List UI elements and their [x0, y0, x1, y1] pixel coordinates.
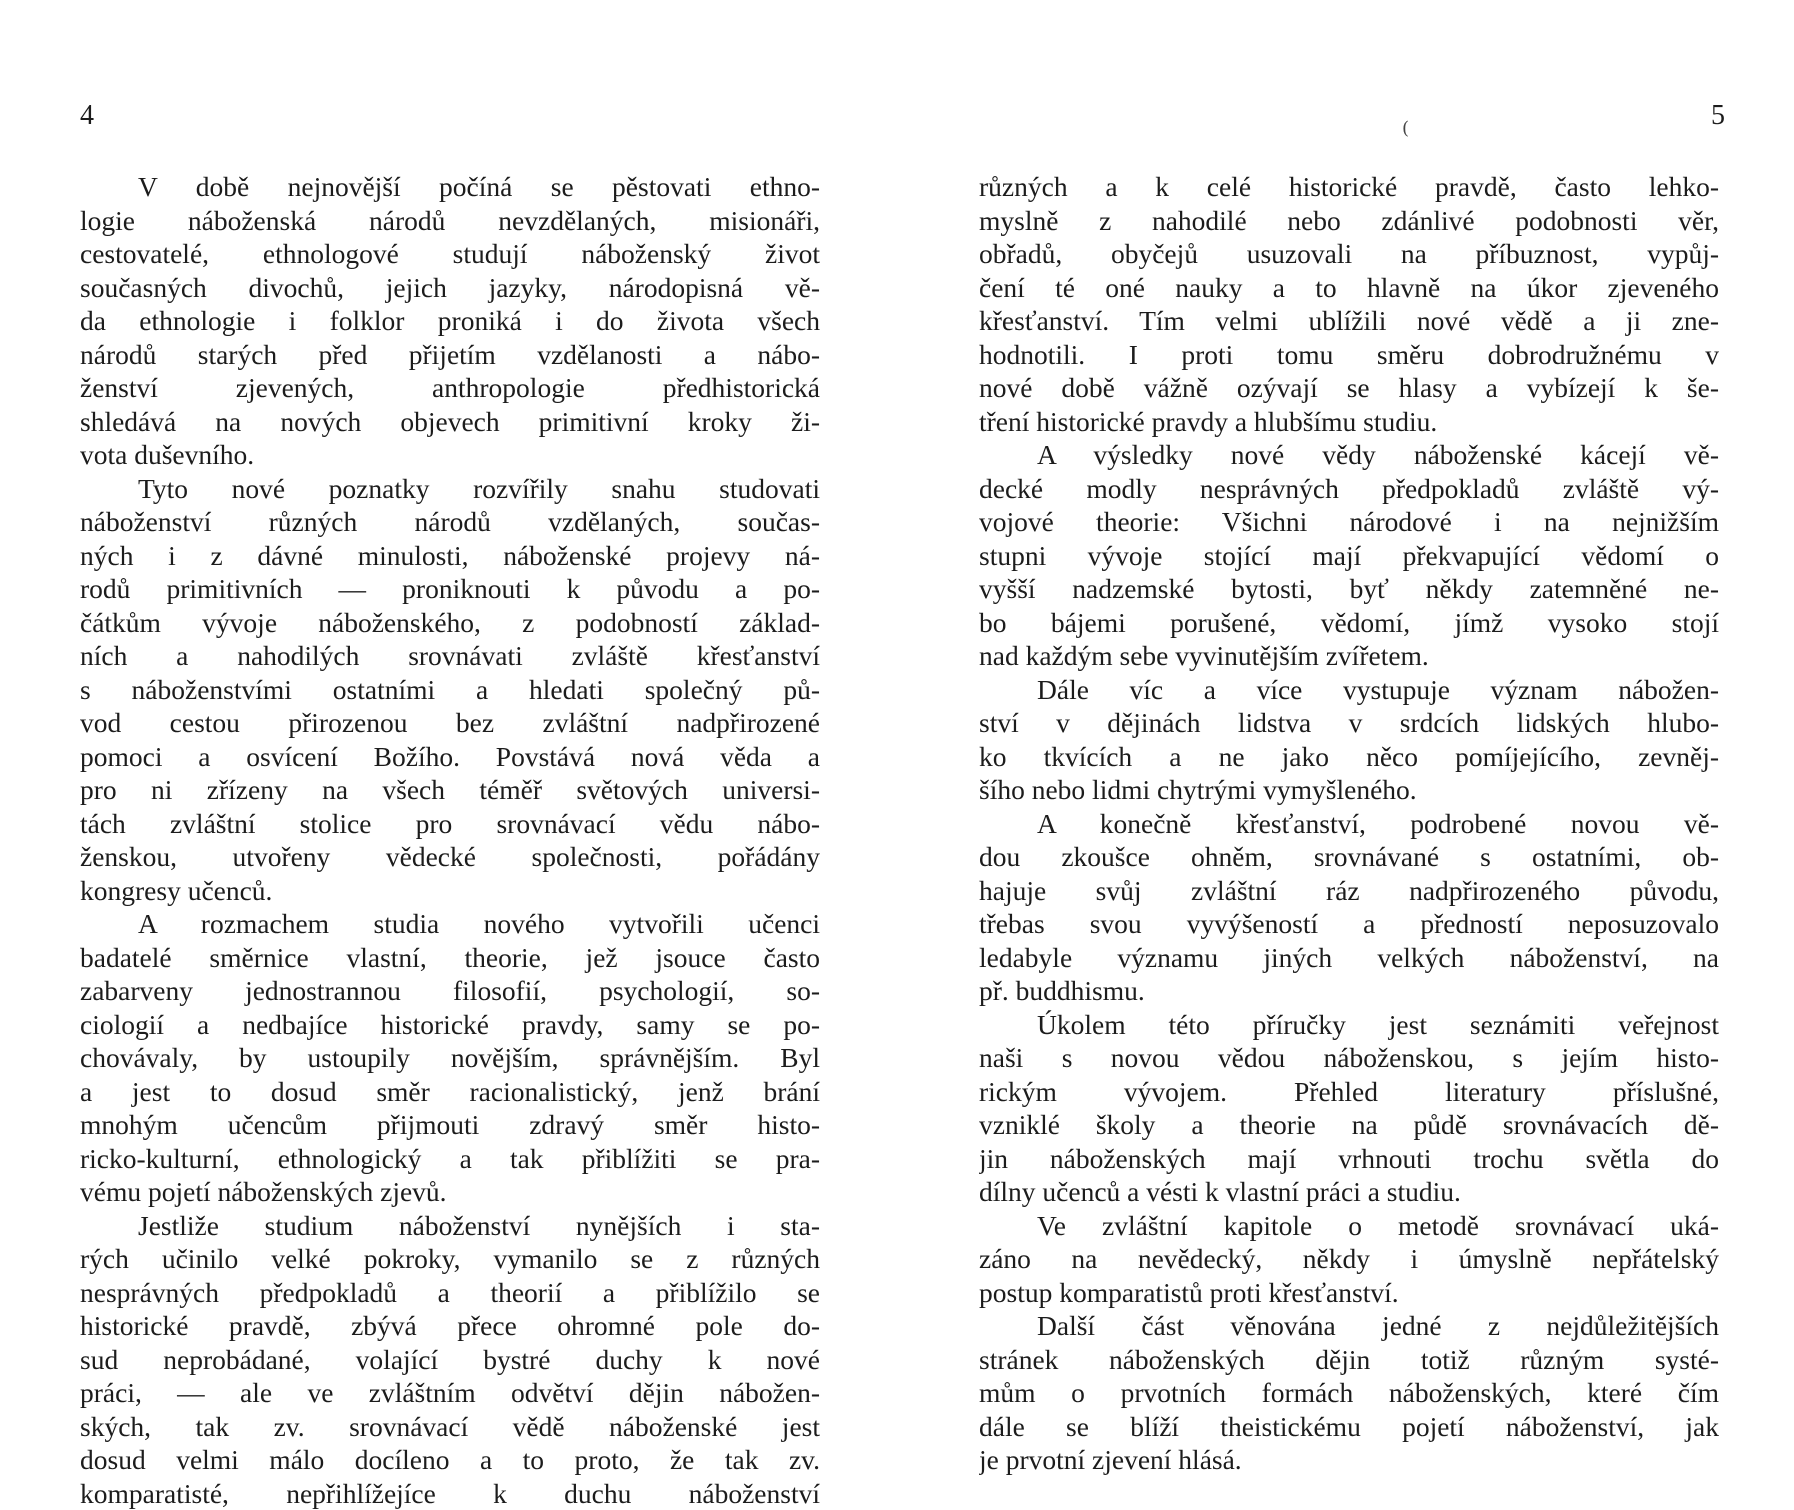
- text-line: Jestliže studium náboženství nynějších i sta-: [80, 1209, 820, 1243]
- text-line: mnohým učencům přijmouti zdravý směr histo-: [80, 1108, 820, 1142]
- text-line: shledává na nových objevech primitivní kroky ži-: [80, 405, 820, 439]
- text-line: hodnotili. I proti tomu směru dobrodružnému v: [979, 338, 1719, 372]
- text-line: tření historické pravdy a hlubšímu studiu.: [979, 405, 1719, 439]
- text-line: sud neprobádané, volající bystré duchy k nové: [80, 1343, 820, 1377]
- text-line: myslně z nahodilé nebo zdánlivé podobnosti věr,: [979, 204, 1719, 238]
- text-line: obřadů, obyčejů usuzovali na příbuznost, vypůj-: [979, 237, 1719, 271]
- text-line: Úkolem této příručky jest seznámiti veřejnost: [979, 1008, 1719, 1042]
- text-line: dosud velmi málo docíleno a to proto, že tak zv.: [80, 1443, 820, 1477]
- stray-mark: (: [1402, 118, 1409, 139]
- text-line: jin náboženských mají vrhnouti trochu světla do: [979, 1142, 1719, 1176]
- text-line: rodů primitivních — proniknouti k původu a po-: [80, 572, 820, 606]
- left-page-text: [80, 170, 820, 1510]
- text-line: ství v dějinách lidstva v srdcích lidských hlubo-: [979, 706, 1719, 740]
- text-line: ledabyle významu jiných velkých náboženství, na: [979, 941, 1719, 975]
- text-line: stupni vývoje stojící mají překvapující vědomí o: [979, 539, 1719, 573]
- text-line: A konečně křesťanství, podrobené novou vě-: [979, 807, 1719, 841]
- text-line: vod cestou přirozenou bez zvláštní nadpřirozené: [80, 706, 820, 740]
- text-line: Dále víc a více vystupuje význam nábožen-: [979, 673, 1719, 707]
- text-line: nesprávných předpokladů a theorií a přiblížilo se: [80, 1276, 820, 1310]
- text-line: nové době vážně ozývají se hlasy a vybízejí k še-: [979, 371, 1719, 405]
- text-line: ních a nahodilých srovnávati zvláště křesťanství: [80, 639, 820, 673]
- text-line: bo bájemi porušené, vědomí, jímž vysoko stojí: [979, 606, 1719, 640]
- text-line: třebas svou vyvýšeností a předností neposuzovalo: [979, 907, 1719, 941]
- right-page-text: [979, 170, 1719, 1477]
- text-line: zabarveny jednostrannou filosofií, psychologií, so-: [80, 974, 820, 1008]
- text-line: národů starých před přijetím vzdělanosti a nábo-: [80, 338, 820, 372]
- text-line: ženství zjevených, anthropologie předhistorická: [80, 371, 820, 405]
- text-line: je prvotní zjevení hlásá.: [979, 1443, 1719, 1477]
- text-line: komparatisté, nepřihlížejíce k duchu náboženství: [80, 1477, 820, 1510]
- text-line: dále se blíží theistickému pojetí náboženství, jak: [979, 1410, 1719, 1444]
- text-line: ženskou, utvořeny vědecké společnosti, pořádány: [80, 840, 820, 874]
- text-line: Tyto nové poznatky rozvířily snahu studovati: [80, 472, 820, 506]
- text-line: dou zkoušce ohněm, srovnávané s ostatními, ob-: [979, 840, 1719, 874]
- text-line: V době nejnovější počíná se pěstovati ethno-: [80, 170, 820, 204]
- text-line: A rozmachem studia nového vytvořili učenci: [80, 907, 820, 941]
- text-line: př. buddhismu.: [979, 974, 1719, 1008]
- text-line: současných divochů, jejich jazyky, národopisná vě-: [80, 271, 820, 305]
- text-line: rých učinilo velké pokroky, vymanilo se z různých: [80, 1242, 820, 1276]
- text-line: ko tkvících a ne jako něco pomíjejícího, zevněj-: [979, 740, 1719, 774]
- text-line: rickým vývojem. Přehled literatury příslušné,: [979, 1075, 1719, 1109]
- text-line: mům o prvotních formách náboženských, které čím: [979, 1376, 1719, 1410]
- text-line: decké modly nesprávných předpokladů zvláště vý-: [979, 472, 1719, 506]
- text-line: logie náboženská národů nevzdělaných, misionáři,: [80, 204, 820, 238]
- page-number-left: 4: [80, 100, 94, 132]
- text-line: vyšší nadzemské bytosti, byť někdy zatemněné ne-: [979, 572, 1719, 606]
- text-line: pro ni zřízeny na všech téměř světových universi-: [80, 773, 820, 807]
- page-number-right: 5: [1711, 100, 1725, 132]
- text-line: ricko-kulturní, ethnologický a tak přiblížiti se pra-: [80, 1142, 820, 1176]
- text-line: tách zvláštní stolice pro srovnávací vědu nábo-: [80, 807, 820, 841]
- text-line: naši s novou vědou náboženskou, s jejím histo-: [979, 1041, 1719, 1075]
- text-line: kongresy učenců.: [80, 874, 820, 908]
- text-line: a jest to dosud směr racionalistický, jenž brání: [80, 1075, 820, 1109]
- text-line: čátkům vývoje náboženského, z podobností základ-: [80, 606, 820, 640]
- text-line: vému pojetí náboženských zjevů.: [80, 1175, 820, 1209]
- text-line: náboženství různých národů vzdělaných, součas-: [80, 505, 820, 539]
- text-line: hajuje svůj zvláštní ráz nadpřirozeného původu,: [979, 874, 1719, 908]
- text-line: badatelé směrnice vlastní, theorie, jež jsouce často: [80, 941, 820, 975]
- text-line: Ve zvláštní kapitole o metodě srovnávací uká-: [979, 1209, 1719, 1243]
- text-line: šího nebo lidmi chytrými vymyšleného.: [979, 773, 1719, 807]
- text-line: různých a k celé historické pravdě, často lehko-: [979, 170, 1719, 204]
- text-line: chovávaly, by ustoupily novějším, správnějším. Byl: [80, 1041, 820, 1075]
- text-line: ciologií a nedbajíce historické pravdy, samy se po-: [80, 1008, 820, 1042]
- text-line: A výsledky nové vědy náboženské kácejí vě-: [979, 438, 1719, 472]
- text-line: křesťanství. Tím velmi ublížili nové vědě a ji zne-: [979, 304, 1719, 338]
- text-line: pomoci a osvícení Božího. Povstává nová věda a: [80, 740, 820, 774]
- text-line: dílny učenců a vésti k vlastní práci a studiu.: [979, 1175, 1719, 1209]
- text-line: vojové theorie: Všichni národové i na nejnižším: [979, 505, 1719, 539]
- text-line: historické pravdě, zbývá přece ohromné pole do-: [80, 1309, 820, 1343]
- text-line: da ethnologie i folklor proniká i do života všech: [80, 304, 820, 338]
- text-line: ných i z dávné minulosti, náboženské projevy ná-: [80, 539, 820, 573]
- text-line: vota duševního.: [80, 438, 820, 472]
- text-line: nad každým sebe vyvinutějším zvířetem.: [979, 639, 1719, 673]
- text-line: cestovatelé, ethnologové studují náboženský život: [80, 237, 820, 271]
- text-line: práci, — ale ve zvláštním odvětví dějin nábožen-: [80, 1376, 820, 1410]
- left-page: [0, 0, 897, 1500]
- text-line: vzniklé školy a theorie na půdě srovnávacích dě-: [979, 1108, 1719, 1142]
- text-line: Další část věnována jedné z nejdůležitějších: [979, 1309, 1719, 1343]
- text-line: čení té oné nauky a to hlavně na úkor zjeveného: [979, 271, 1719, 305]
- text-line: záno na nevědecký, někdy i úmyslně nepřátelský: [979, 1242, 1719, 1276]
- right-page: [897, 0, 1794, 1500]
- text-line: stránek náboženských dějin totiž různým systé-: [979, 1343, 1719, 1377]
- text-line: s náboženstvími ostatními a hledati společný pů-: [80, 673, 820, 707]
- text-line: ských, tak zv. srovnávací vědě náboženské jest: [80, 1410, 820, 1444]
- text-line: postup komparatistů proti křesťanství.: [979, 1276, 1719, 1310]
